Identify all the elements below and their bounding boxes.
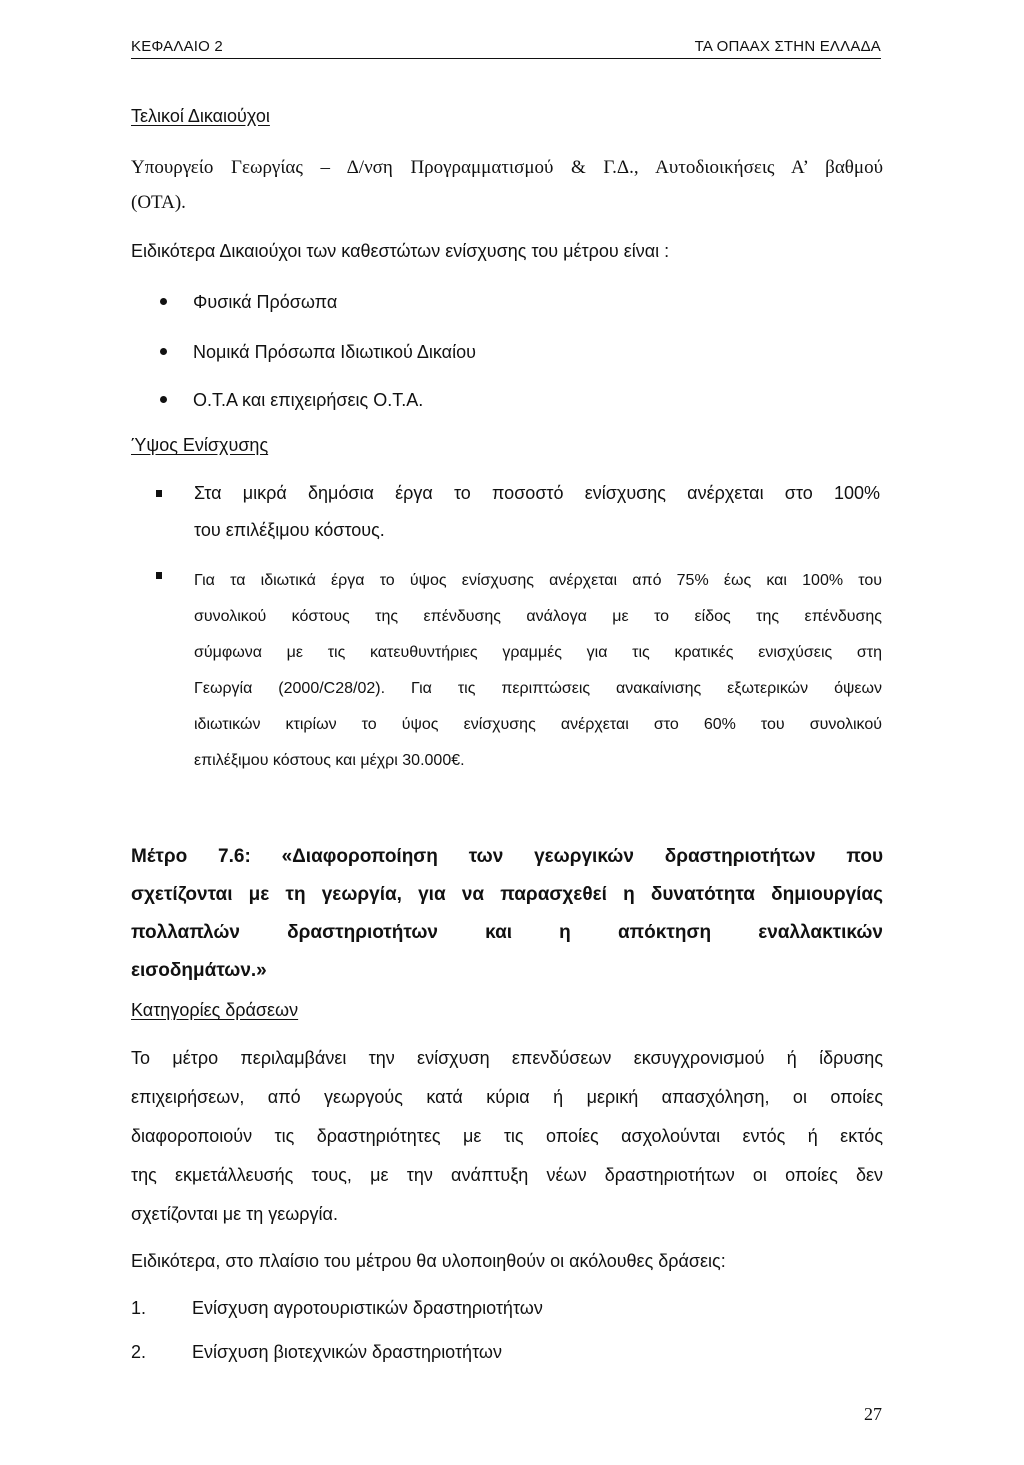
beneficiary-item: Νομικά Πρόσωπα Ιδιωτικού Δικαίου xyxy=(160,342,476,363)
beneficiaries-line-2: (ΟΤΑ). xyxy=(131,192,186,213)
action-text: Ενίσχυση βιοτεχνικών δραστηριοτήτων xyxy=(192,1342,502,1362)
support-bullet-1-line-1: Στα μικρά δημόσια έργα το ποσοστό ενίσχυσης ανέρχεται στο 100% xyxy=(194,483,880,503)
action-number: 2. xyxy=(131,1342,147,1362)
support-bullet-2-line: σύμφωνα με τις κατευθυντήριες γραμμές για τις κρατικές ενισχύσεις στη xyxy=(194,644,882,661)
chapter-header: ΚΕΦΑΛΑΙΟ 2 xyxy=(131,38,223,55)
action-text: Ενίσχυση αγροτουριστικών δραστηριοτήτων xyxy=(192,1298,543,1318)
measure-title-line: εισοδημάτων.» xyxy=(131,960,267,981)
bullet-icon xyxy=(160,348,167,355)
beneficiaries-line-1: Υπουργείο Γεωργίας – Δ/νση Προγραμματισμού & Γ.Δ., Αυτοδιοικήσεις Α’ βαθμού xyxy=(131,157,883,178)
header-rule xyxy=(131,58,881,59)
categories-paragraph-line: σχετίζονται με τη γεωργία. xyxy=(131,1204,338,1224)
support-bullet-1-line-2: του επιλέξιμου κόστους. xyxy=(194,520,385,540)
measure-title-line: πολλαπλών δραστηριοτήτων και η απόκτηση εναλλακτικών xyxy=(131,922,883,943)
categories-paragraph-line: Το μέτρο περιλαμβάνει την ενίσχυση επενδύσεων εκσυγχρονισμού ή ίδρυσης xyxy=(131,1048,883,1068)
section-header: ΤΑ ΟΠΑΑΧ ΣΤΗΝ ΕΛΛΑΔΑ xyxy=(694,38,881,55)
support-heading: Ύψος Ενίσχυσης xyxy=(131,435,269,455)
support-bullet-2-line: συνολικού κόστους της επένδυσης ανάλογα με το είδος της επένδυσης xyxy=(194,608,882,625)
categories-heading: Κατηγορίες δράσεων xyxy=(131,1000,299,1020)
action-number: 1. xyxy=(131,1298,147,1318)
square-bullet-icon xyxy=(156,490,162,497)
support-bullet-2-line: Για τα ιδιωτικά έργα το ύψος ενίσχυσης ανέρχεται από 75% έως και 100% του xyxy=(194,572,882,589)
support-bullet-2 xyxy=(194,570,882,786)
categories-paragraph-line: επιχειρήσεων, από γεωργούς κατά κύρια ή μερική απασχόληση, οι οποίες xyxy=(131,1087,883,1107)
support-bullet-2-line: Γεωργία (2000/C28/02). Για τις περιπτώσεις ανακαίνισης εξωτερικών όψεων xyxy=(194,680,882,697)
support-bullet-2-line: ιδιωτικών κτιρίων το ύψος ενίσχυσης ανέρχεται στο 60% του συνολικού xyxy=(194,716,882,733)
measure-title-line: σχετίζονται με τη γεωργία, για να παρασχεθεί η δυνατότητα δημιουργίας xyxy=(131,884,883,905)
support-bullet-2-line: επιλέξιμου κόστους και μέχρι 30.000€. xyxy=(194,752,465,769)
categories-paragraph-line: διαφοροποιούν τις δραστηριότητες με τις οποίες ασχολούνται εντός ή εκτός xyxy=(131,1126,883,1146)
square-bullet-icon xyxy=(156,572,162,579)
categories-intro: Ειδικότερα, στο πλαίσιο του μέτρου θα υλοποιηθούν οι ακόλουθες δράσεις: xyxy=(131,1251,726,1271)
bullet-icon xyxy=(160,396,167,403)
categories-paragraph xyxy=(131,1048,883,1243)
bullet-icon xyxy=(160,298,167,305)
beneficiary-item: Ο.Τ.Α και επιχειρήσεις Ο.Τ.Α. xyxy=(160,390,423,411)
page-number: 27 xyxy=(864,1404,882,1424)
beneficiary-item: Φυσικά Πρόσωπα xyxy=(160,292,337,313)
beneficiaries-intro: Ειδικότερα Δικαιούχοι των καθεστώτων ενίσχυσης του μέτρου είναι : xyxy=(131,241,670,261)
categories-paragraph-line: της εκμετάλλευσής τους, με την ανάπτυξη νέων δραστηριοτήτων οι οποίες δεν xyxy=(131,1165,883,1185)
measure-title-line: Μέτρο 7.6: «Διαφοροποίηση των γεωργικών δραστηριοτήτων που xyxy=(131,846,883,867)
beneficiaries-heading: Τελικοί Δικαιούχοι xyxy=(131,106,270,126)
